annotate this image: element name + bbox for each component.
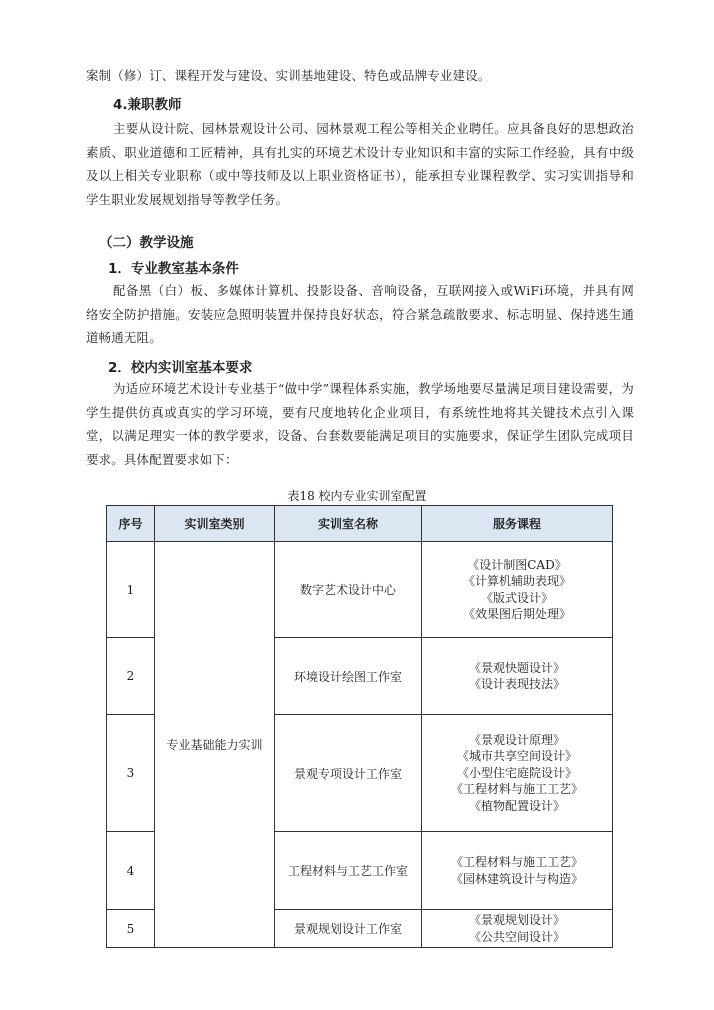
course-list (422, 638, 613, 715)
course-item: 《城市共享空间设计》 (456, 749, 577, 764)
category-cell: 专业基础能力实训 (155, 542, 275, 948)
training-room-paragraph: 为适应环境艺术设计专业基于“做中学”课程体系实施，教学场地要尽量满足项目建设需要，为学生提供仿真或真实的学习环境，要有尺度地转化企业项目，有系统性地将其关键技术点引入课堂，以满足理实一体的教学要求，设备、台套数要能满足项目的实施要求，保证学生团队完成项目要求。具体配置要求如下： (86, 381, 634, 467)
header-courses: 服务课程 (422, 506, 613, 542)
course-list (422, 715, 613, 832)
row-number: 2 (107, 638, 155, 715)
course-item: 《设计表现技法》 (468, 677, 565, 691)
room-name: 景观专项设计工作室 (275, 715, 422, 832)
table-header-row (107, 506, 613, 542)
header-no: 序号 (107, 506, 155, 542)
row-number: 5 (107, 910, 155, 948)
table-row (107, 542, 613, 638)
room-name: 景观规划设计工作室 (275, 910, 422, 948)
header-category: 实训室类别 (155, 506, 275, 542)
section-heading-part-time-teachers: 4.兼职教师 (113, 97, 182, 113)
course-item: 《景观规划设计》 (468, 913, 565, 927)
classroom-conditions-paragraph: 配备黑（白）板、多媒体计算机、投影设备、音响设备，互联网接入或WiFi环境，并具有网络安全防护措施。安装应急照明装置并保持良好状态，符合紧急疏散要求、标志明显、保持逃生通道畅通无阻。 (86, 283, 634, 345)
course-list (422, 832, 613, 910)
row-number: 3 (107, 715, 155, 832)
course-item: 《版式设计》 (480, 590, 553, 605)
row-number: 4 (107, 832, 155, 910)
course-item: 《园林建筑设计与构造》 (450, 871, 583, 886)
room-name: 环境设计绘图工作室 (275, 638, 422, 715)
section-heading-training-room-requirements: 2．校内实训室基本要求 (108, 360, 253, 376)
course-item: 《景观设计原理》 (468, 732, 565, 747)
table-caption: 表18 校内专业实训室配置 (287, 489, 427, 503)
header-room-name: 实训室名称 (275, 506, 422, 542)
room-name: 工程材料与工艺工作室 (275, 832, 422, 910)
training-room-table (106, 505, 613, 948)
course-item: 《计算机辅助表现》 (462, 574, 571, 588)
course-item: 《小型住宅庭院设计》 (456, 765, 577, 780)
course-item: 《设计制图CAD》 (467, 557, 567, 572)
row-number: 1 (107, 542, 155, 638)
course-item: 《景观快题设计》 (468, 660, 565, 675)
room-name: 数字艺术设计中心 (275, 542, 422, 638)
part-time-teachers-paragraph: 主要从设计院、园林景观设计公司、园林景观工程公等相关企业聘任。应具备良好的思想政治素质、职业道德和工匠精神，具有扎实的环境艺术设计专业知识和丰富的实际工作经验，具有中级及以上相关专业职称（或中等技师及以上职业资格证书），能承担专业课程教学、实习实训指导和学生职业发展规划指导等教学任务。 (86, 121, 634, 207)
intro-paragraph: 案制（修）订、课程开发与建设、实训基地建设、特色或品牌专业建设。 (86, 68, 491, 83)
course-item: 《工程材料与施工工艺》 (450, 855, 583, 869)
course-item: 《工程材料与施工工艺》 (450, 782, 583, 797)
course-item: 《公共空间设计》 (468, 929, 565, 944)
section-heading-teaching-facilities: （二）教学设施 (99, 235, 194, 251)
course-list (422, 910, 613, 948)
course-item: 《效果图后期处理》 (462, 607, 571, 621)
course-list (422, 542, 613, 638)
course-item: 《植物配置设计》 (468, 798, 565, 813)
section-heading-classroom-conditions: 1．专业教室基本条件 (108, 261, 239, 277)
